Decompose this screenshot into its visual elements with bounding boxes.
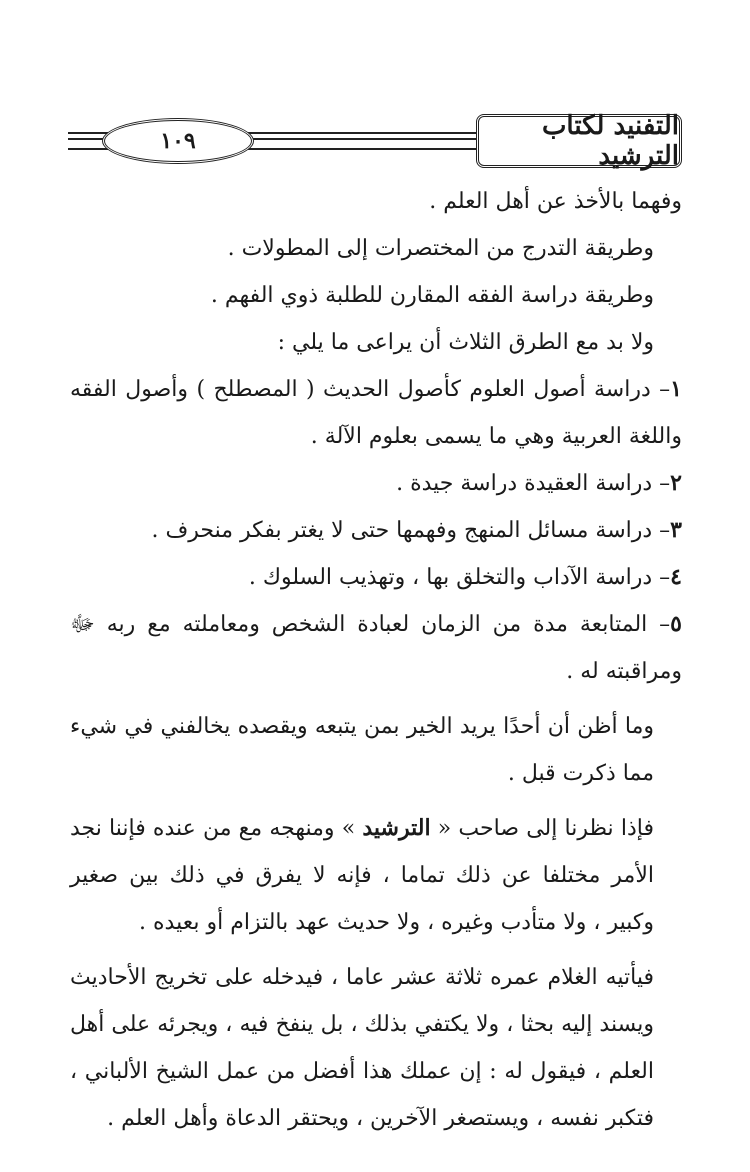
book-title: التفنيد لكتاب الترشيد [541, 111, 679, 171]
page-number-oval [102, 118, 254, 164]
list-number: ٣ [670, 517, 682, 543]
book-title-box [476, 111, 682, 171]
list-item-1: ١– دراسة أصول العلوم كأصول الحديث ( المصطلح ) وأصول الفقه واللغة العربية وهي ما يسمى بعلوم الآلة . [70, 376, 682, 449]
list-item-5: ٥– المتابعة مدة من الزمان لعبادة الشخص ومعاملته مع ربه ﷻ ومراقبته له . [70, 611, 682, 684]
paragraph-4: ولا بد مع الطرق الثلاث أن يراعى ما يلي : [277, 330, 654, 355]
list-number: ١ [670, 376, 682, 402]
list-number: ٥ [670, 611, 682, 637]
list-number: ٢ [670, 470, 682, 496]
paragraph-2: وطريقة التدرج من المختصرات إلى المطولات . [227, 236, 654, 261]
list-item-2: ٢– دراسة العقيدة دراسة جيدة . [396, 470, 682, 496]
book-name-bold: الترشيد [362, 815, 431, 841]
page-number: ١٠٩ [160, 128, 196, 154]
paragraph-3: وطريقة دراسة الفقه المقارن للطلبة ذوي الفهم . [210, 283, 654, 308]
paragraph-5: وما أظن أن أحدًا يريد الخير بمن يتبعه ويقصده يخالفني في شيء مما ذكرت قبل . [70, 714, 654, 786]
paragraph-6: فإذا نظرنا إلى صاحب « الترشيد » ومنهجه مع من عنده فإننا نجد الأمر مختلفا عن ذلك تماما ، فإنه لا يفرق في ذلك بين صغير وكبير ، ولا متأدب وغيره ، ولا حديث عهد بالتزام أو بعيده . [70, 815, 654, 935]
list-item-3: ٣– دراسة مسائل المنهج وفهمها حتى لا يغتر بفكر منحرف . [151, 517, 682, 543]
page-header [68, 111, 682, 171]
paragraph-7: فيأتيه الغلام عمره ثلاثة عشر عاما ، فيدخله على تخريج الأحاديث ويسند إليه بحثا ، ولا يكتفي بذلك ، بل ينفخ فيه ، ويجرئه على أهل العلم ، فيقول له : إن عملك هذا أفضل من عمل الشيخ الألباني ، فتكبر نفسه ، ويستصغر الآخرين ، ويحتقر الدعاة وأهل العلم . [70, 965, 654, 1131]
list-number: ٤ [670, 564, 682, 590]
paragraph-1: وفهما بالأخذ عن أهل العلم . [429, 189, 682, 214]
list-item-4: ٤– دراسة الآداب والتخلق بها ، وتهذيب السلوك . [248, 564, 682, 590]
body-text [70, 178, 682, 1142]
